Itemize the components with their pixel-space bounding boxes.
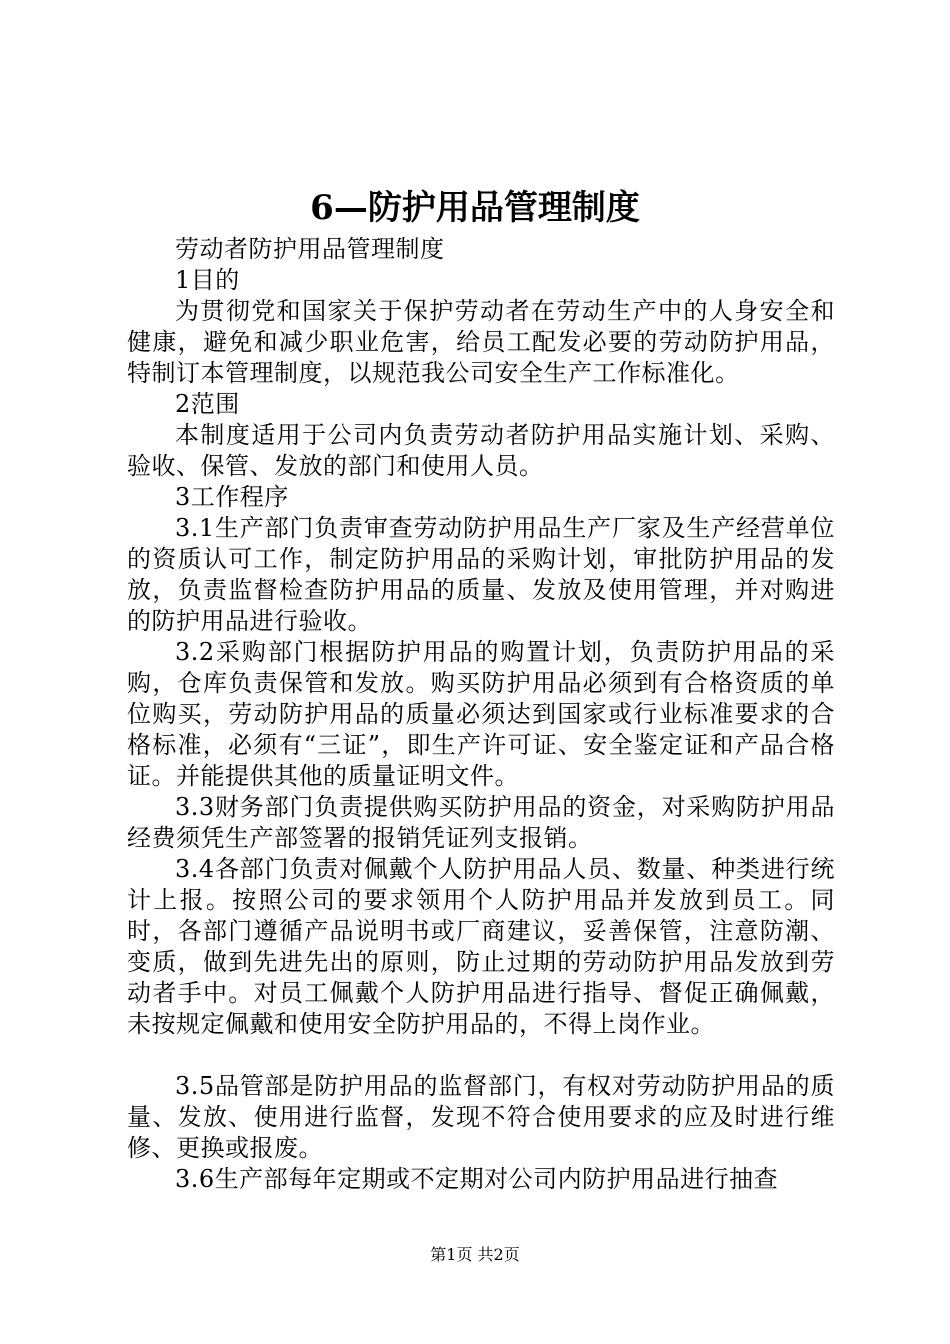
paragraph-purpose: 为贯彻党和国家关于保护劳动者在劳动生产中的人身安全和健康，避免和减少职业危害，给员工配发必要的劳动防护用品，特制订本管理制度，以规范我公司安全生产工作标准化。 xyxy=(127,297,835,387)
section-heading-scope: 2范围 xyxy=(175,390,240,418)
paragraph-3-1: 3.1生产部门负责审查劳动防护用品生产厂家及生产经营单位的资质认可工作，制定防护用品的采购计划，审批防护用品的发放，负责监督检查防护用品的质量、发放及使用管理，并对购进的防护用品进行验收。 xyxy=(127,514,835,635)
page-footer: 第1页 共2页 xyxy=(430,1245,520,1264)
paragraph-3-3: 3.3财务部门负责提供购买防护用品的资金，对采购防护用品经费须凭生产部签署的报销凭证列支报销。 xyxy=(127,793,835,852)
document-body xyxy=(127,234,835,1195)
paragraph-subtitle: 劳动者防护用品管理制度 xyxy=(175,235,445,263)
section-heading-procedure: 3工作程序 xyxy=(175,483,289,511)
paragraph-3-2: 3.2采购部门根据防护用品的购置计划，负责防护用品的采购，仓库负责保管和发放。购买防护用品必须到有合格资质的单位购买，劳动防护用品的质量必须达到国家或行业标准要求的合格标准，必须有“三证”，即生产许可证、安全鉴定证和产品合格证。并能提供其他的质量证明文件。 xyxy=(127,638,835,790)
paragraph-3-4: 3.4各部门负责对佩戴个人防护用品人员、数量、种类进行统计上报。按照公司的要求领用个人防护用品并发放到员工。同时，各部门遵循产品说明书或厂商建议，妥善保管，注意防潮、变质，做到先进先出的原则，防止过期的劳动防护用品发放到劳动者手中。对员工佩戴个人防护用品进行指导、督促正确佩戴，未按规定佩戴和使用安全防护用品的，不得上岗作业。 xyxy=(127,855,835,1038)
paragraph-3-5: 3.5品管部是防护用品的监督部门，有权对劳动防护用品的质量、发放、使用进行监督，发现不符合使用要求的应及时进行维修、更换或报废。 xyxy=(127,1072,835,1162)
paragraph-scope: 本制度适用于公司内负责劳动者防护用品实施计划、采购、验收、保管、发放的部门和使用人员。 xyxy=(127,421,835,480)
document-title: 6—防护用品管理制度 xyxy=(310,188,640,228)
section-heading-purpose: 1目的 xyxy=(175,266,240,294)
paragraph-3-6: 3.6生产部每年定期或不定期对公司内防护用品进行抽查 xyxy=(175,1165,779,1193)
